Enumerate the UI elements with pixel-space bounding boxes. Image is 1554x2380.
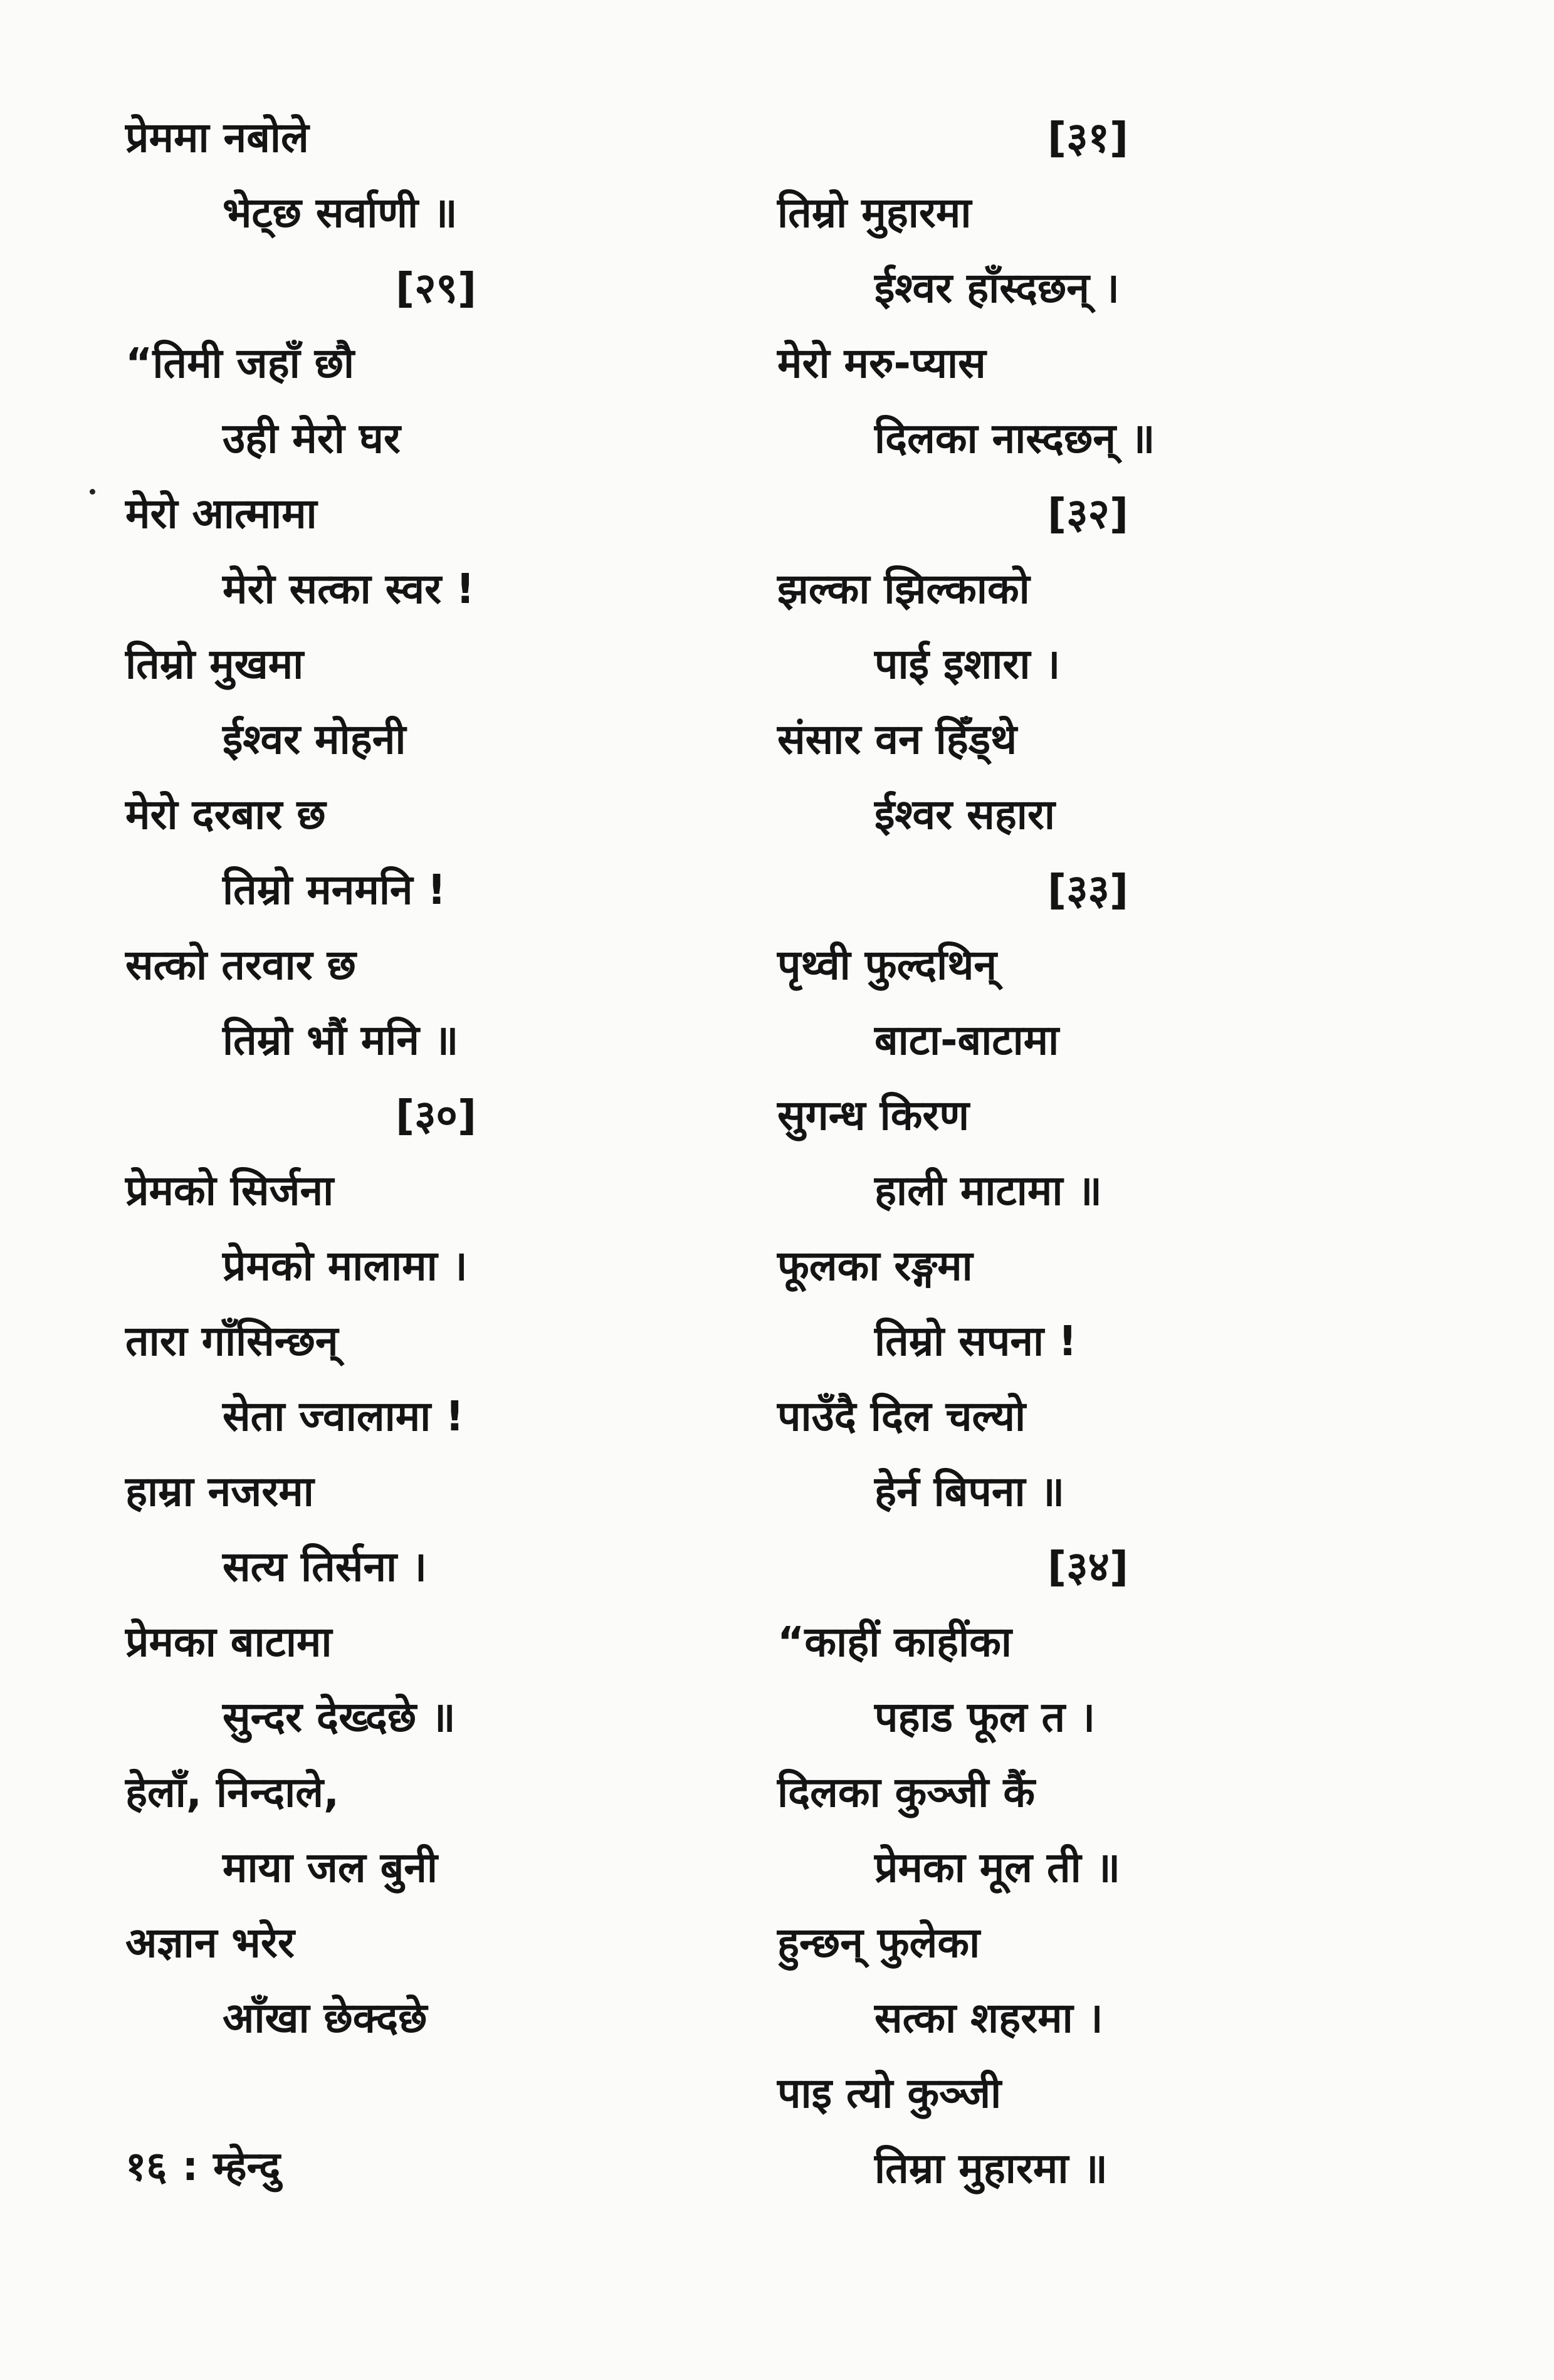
right-poem-column bbox=[777, 100, 1442, 2206]
footer-separator: : bbox=[182, 2144, 199, 2190]
stanza-number: [३०] bbox=[396, 1091, 476, 1140]
stanza-number: [३४] bbox=[1047, 1543, 1128, 1591]
poem-line: आँखा छेक्दछे bbox=[223, 1994, 428, 2042]
poem-line: सेता ज्वालामा ! bbox=[223, 1392, 465, 1440]
poem-line: पाई इशारा । bbox=[874, 640, 1061, 688]
poem-line: सत्य तिर्सना । bbox=[223, 1543, 428, 1591]
poem-line: सत्का शहरमा । bbox=[874, 1994, 1103, 2042]
poem-line: “तिमी जहाँ छौ bbox=[125, 339, 355, 387]
poem-line: बाटा-बाटामा bbox=[874, 1016, 1059, 1064]
poem-line: तिम्रो सपना ! bbox=[874, 1317, 1078, 1365]
poem-line: तिम्रो भौं मनि ॥ bbox=[223, 1016, 459, 1064]
poem-line: प्रेमका मूल ती ॥ bbox=[874, 1843, 1121, 1892]
poem-line: तारा गाँसिन्छन् bbox=[125, 1317, 339, 1365]
poem-line: हेलाँ, निन्दाले, bbox=[125, 1768, 340, 1816]
poem-line: भेट्छ सर्वाणी ॥ bbox=[223, 189, 458, 237]
page-footer bbox=[125, 2137, 280, 2192]
poem-line: हेर्न बिपना ॥ bbox=[874, 1467, 1065, 1516]
poem-line: सत्को तरवार छ bbox=[125, 941, 356, 989]
poem-line: “काहीं काहींका bbox=[777, 1618, 1012, 1666]
stanza-number: [२९] bbox=[396, 264, 476, 312]
poem-line: मेरो दरबार छ bbox=[125, 790, 326, 839]
poem-line: प्रेमको मालामा । bbox=[223, 1242, 468, 1290]
poem-line: हुन्छन् फुलेका bbox=[777, 1919, 980, 1967]
print-speck bbox=[90, 489, 95, 495]
book-title: म्हेन्दु bbox=[213, 2144, 281, 2190]
poem-line: प्रेमका बाटामा bbox=[125, 1618, 332, 1666]
stanza-number: [३२] bbox=[1047, 490, 1128, 538]
poem-line: उही मेरो घर bbox=[223, 414, 401, 463]
poem-line: हाली माटामा ॥ bbox=[874, 1166, 1102, 1215]
poem-line: सुन्दर देख्दछे ॥ bbox=[223, 1693, 456, 1741]
poem-line: झल्का झिल्काको bbox=[777, 565, 1030, 613]
poem-line: माया जल बुनी bbox=[223, 1843, 438, 1892]
poem-line: पहाड फूल त । bbox=[874, 1693, 1096, 1741]
poem-line: मेरो सत्का स्वर ! bbox=[223, 565, 475, 613]
poem-line: सुगन्ध किरण bbox=[777, 1091, 970, 1140]
poem-line: तिम्रो मनमनि ! bbox=[223, 866, 446, 914]
poem-line: अज्ञान भरेर bbox=[125, 1919, 295, 1967]
stanza-number: [३३] bbox=[1047, 866, 1128, 914]
poem-line: पाइ त्यो कुञ्जी bbox=[777, 2069, 1002, 2117]
stanza-number: [३१] bbox=[1047, 113, 1128, 162]
poem-line: दिलका नास्दछन् ॥ bbox=[874, 414, 1155, 463]
poem-line: ईश्वर हाँस्दछन् । bbox=[874, 264, 1120, 312]
poem-line: मेरो मरु-प्यास bbox=[777, 339, 986, 387]
poem-line: पाउँदै दिल चल्यो bbox=[777, 1392, 1026, 1440]
poem-line: प्रेमको सिर्जना bbox=[125, 1166, 334, 1215]
poem-line: फूलका रङ्गमा bbox=[777, 1242, 973, 1290]
poem-line: तिम्रा मुहारमा ॥ bbox=[874, 2144, 1108, 2193]
poem-line: ईश्वर मोहनी bbox=[223, 715, 406, 763]
poem-line: पृथ्वी फुल्दथिन् bbox=[777, 941, 997, 989]
poem-line: तिम्रो मुहारमा bbox=[777, 189, 972, 237]
poem-line: मेरो आत्मामा bbox=[125, 490, 317, 538]
poem-line: ईश्वर सहारा bbox=[874, 790, 1055, 839]
poem-line: तिम्रो मुखमा bbox=[125, 640, 304, 688]
poem-line: हाम्रा नजरमा bbox=[125, 1467, 314, 1516]
poem-line: प्रेममा नबोले bbox=[125, 113, 309, 162]
poem-line: दिलका कुञ्जी कैं bbox=[777, 1768, 1036, 1816]
page-number: १६ bbox=[125, 2144, 167, 2190]
poem-line: संसार वन हिँड्थे bbox=[777, 715, 1017, 763]
left-poem-column bbox=[125, 100, 752, 2056]
